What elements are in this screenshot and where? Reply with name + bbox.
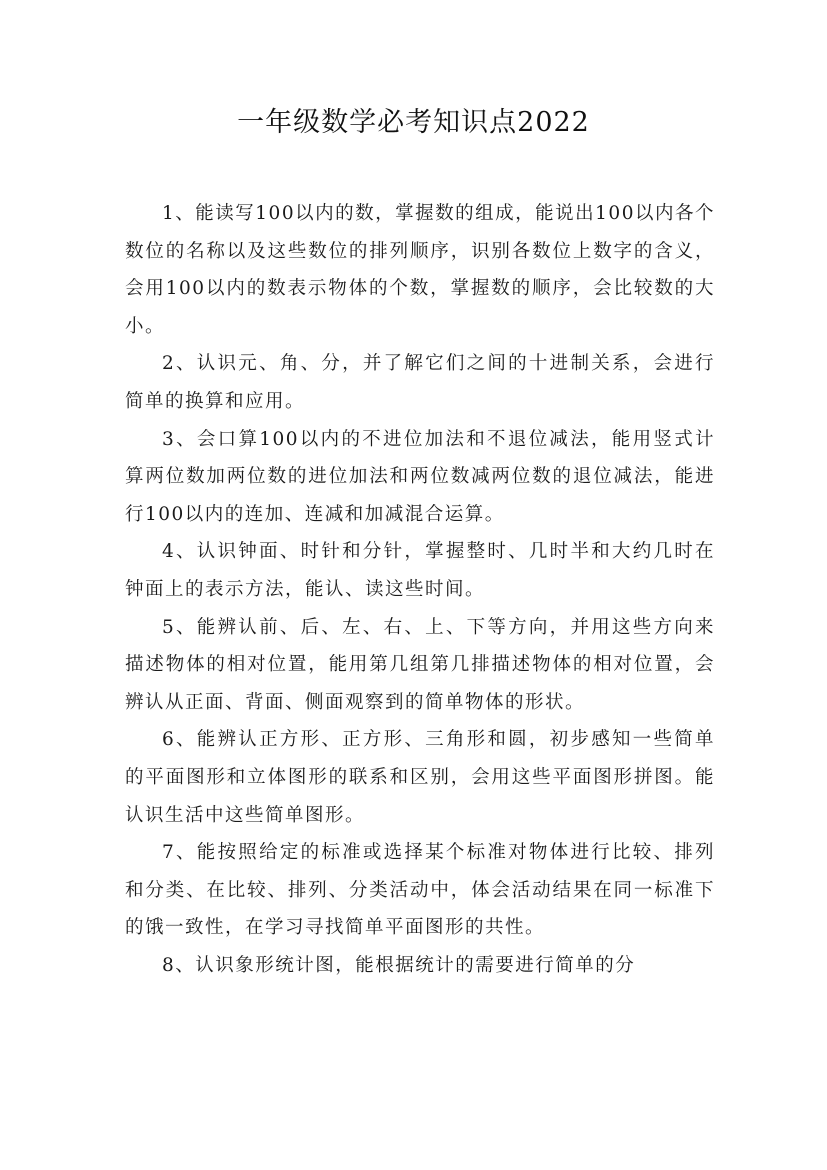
document-title: 一年级数学必考知识点2022 xyxy=(237,107,590,138)
document-body xyxy=(125,195,715,984)
paragraph-5: 5、能辨认前、后、左、右、上、下等方向，并用这些方向来描述物体的相对位置，能用第几组第几排描述物体的相对位置，会辨认从正面、背面、侧面观察到的简单物体的形状。 xyxy=(125,616,715,713)
paragraph-8: 8、认识象形统计图，能根据统计的需要进行简单的分 xyxy=(162,954,636,976)
paragraph-2: 2、认识元、角、分，并了解它们之间的十进制关系，会进行简单的换算和应用。 xyxy=(125,353,715,412)
paragraph-1: 1、能读写100以内的数，掌握数的组成，能说出100以内各个数位的名称以及这些数位的排列顺序，识别各数位上数字的含义，会用100以内的数表示物体的个数，掌握数的顺序，会比较数的大小。 xyxy=(125,203,715,337)
paragraph-4: 4、认识钟面、时针和分针，掌握整时、几时半和大约几时在钟面上的表示方法，能认、读这些时间。 xyxy=(125,541,715,600)
paragraph-6: 6、能辨认正方形、正方形、三角形和圆，初步感知一些简单的平面图形和立体图形的联系和区别，会用这些平面图形拼图。能认识生活中这些简单图形。 xyxy=(125,729,715,826)
paragraph-7: 7、能按照给定的标准或选择某个标准对物体进行比较、排列和分类、在比较、排列、分类活动中，体会活动结果在同一标准下的饿一致性，在学习寻找简单平面图形的共性。 xyxy=(125,842,715,939)
paragraph-3: 3、会口算100以内的不进位加法和不退位减法，能用竖式计算两位数加两位数的进位加法和两位数减两位数的退位减法，能进行100以内的连加、连减和加减混合运算。 xyxy=(125,428,715,525)
